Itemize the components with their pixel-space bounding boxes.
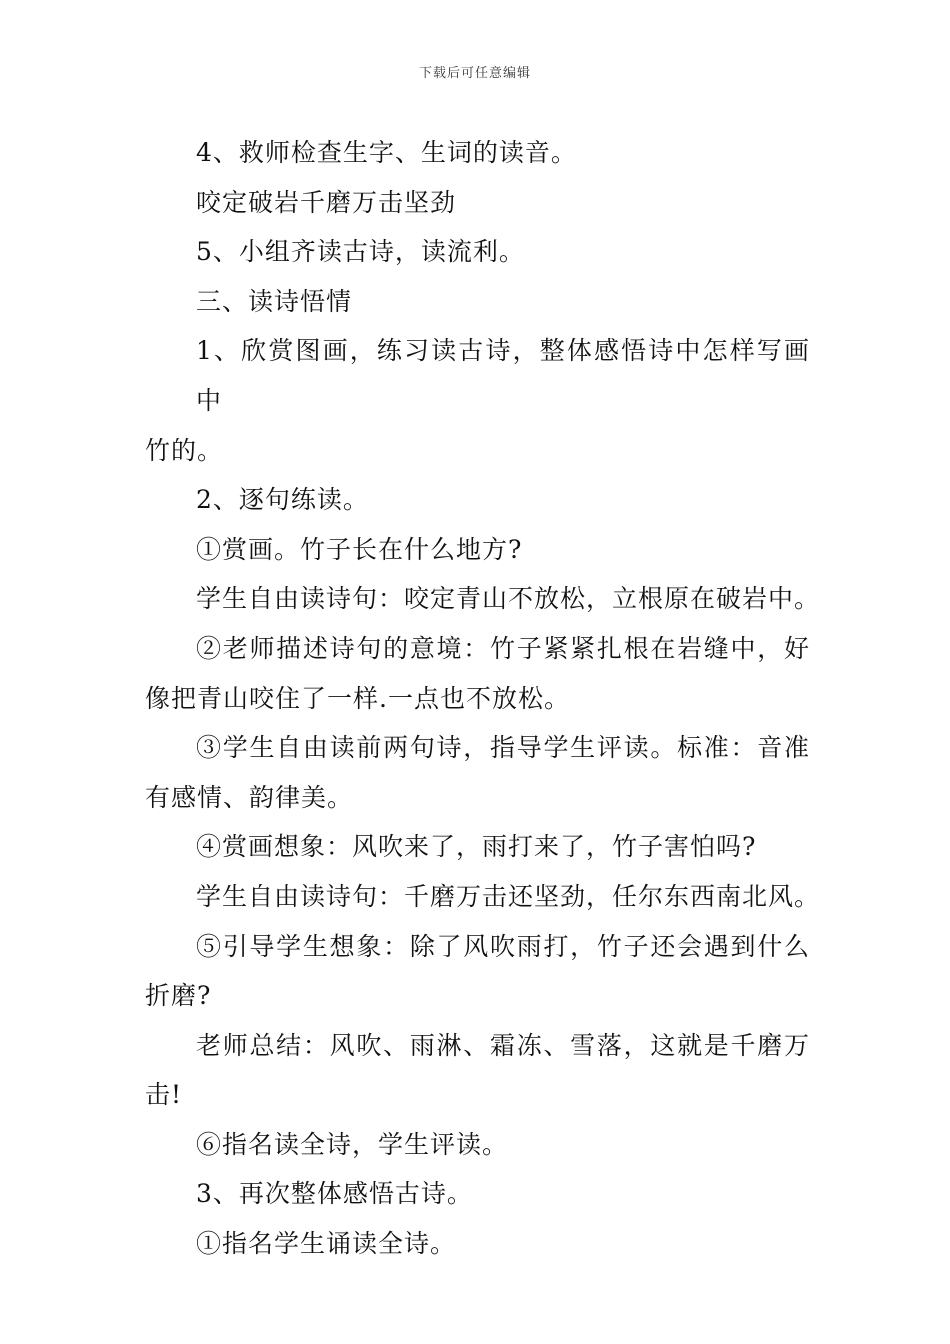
paragraph-line: ①赏画。竹子长在什么地方? [196, 534, 523, 564]
paragraph-line: ①指名学生诵读全诗。 [196, 1229, 457, 1259]
paragraph-line: 折磨? [145, 981, 212, 1011]
document-body [145, 128, 821, 1269]
paragraph-line: 击! [145, 1080, 183, 1110]
paragraph-line: 3、再次整体感悟古诗。 [196, 1179, 473, 1209]
section-heading: 三、读诗悟情 [196, 286, 353, 316]
paragraph-line: ③学生自由读前两句诗，指导学生评读。标准：音准 [196, 733, 810, 763]
paragraph-line: 5、小组齐读古诗，读流利。 [196, 237, 525, 267]
paragraph-line: 2、逐句练读。 [196, 485, 369, 515]
paragraph-line: 有感情、韵律美。 [145, 782, 354, 812]
paragraph-line: 学生自由读诗句：咬定青山不放松，立根原在破岩中。 [196, 584, 821, 614]
paragraph-line: ⑥指名读全诗，学生评读。 [196, 1129, 509, 1159]
page-header: 下载后可任意编辑 [418, 66, 531, 81]
paragraph-line: 竹的。 [145, 435, 224, 465]
paragraph-line: ⑤引导学生想象：除了风吹雨打，竹子还会遇到什么 [196, 931, 810, 961]
paragraph-line: ②老师描述诗句的意境：竹子紧紧扎根在岩缝中，好 [196, 633, 810, 663]
paragraph-line: 咬定破岩千磨万击坚劲 [196, 187, 457, 217]
paragraph-line: 像把青山咬住了一样.一点也不放松。 [145, 683, 570, 713]
paragraph-line: 学生自由读诗句：千磨万击还坚劲，任尔东西南北风。 [196, 881, 821, 911]
paragraph-line: ④赏画想象：风吹来了，雨打来了，竹子害怕吗? [196, 832, 757, 862]
paragraph-line: 1、欣赏图画，练习读古诗，整体感悟诗中怎样写画中 [196, 336, 810, 415]
paragraph-line: 4、救师检查生字、生词的读音。 [196, 138, 577, 167]
paragraph-line: 老师总结：风吹、雨淋、霜冻、雪落，这就是千磨万 [196, 1030, 810, 1060]
